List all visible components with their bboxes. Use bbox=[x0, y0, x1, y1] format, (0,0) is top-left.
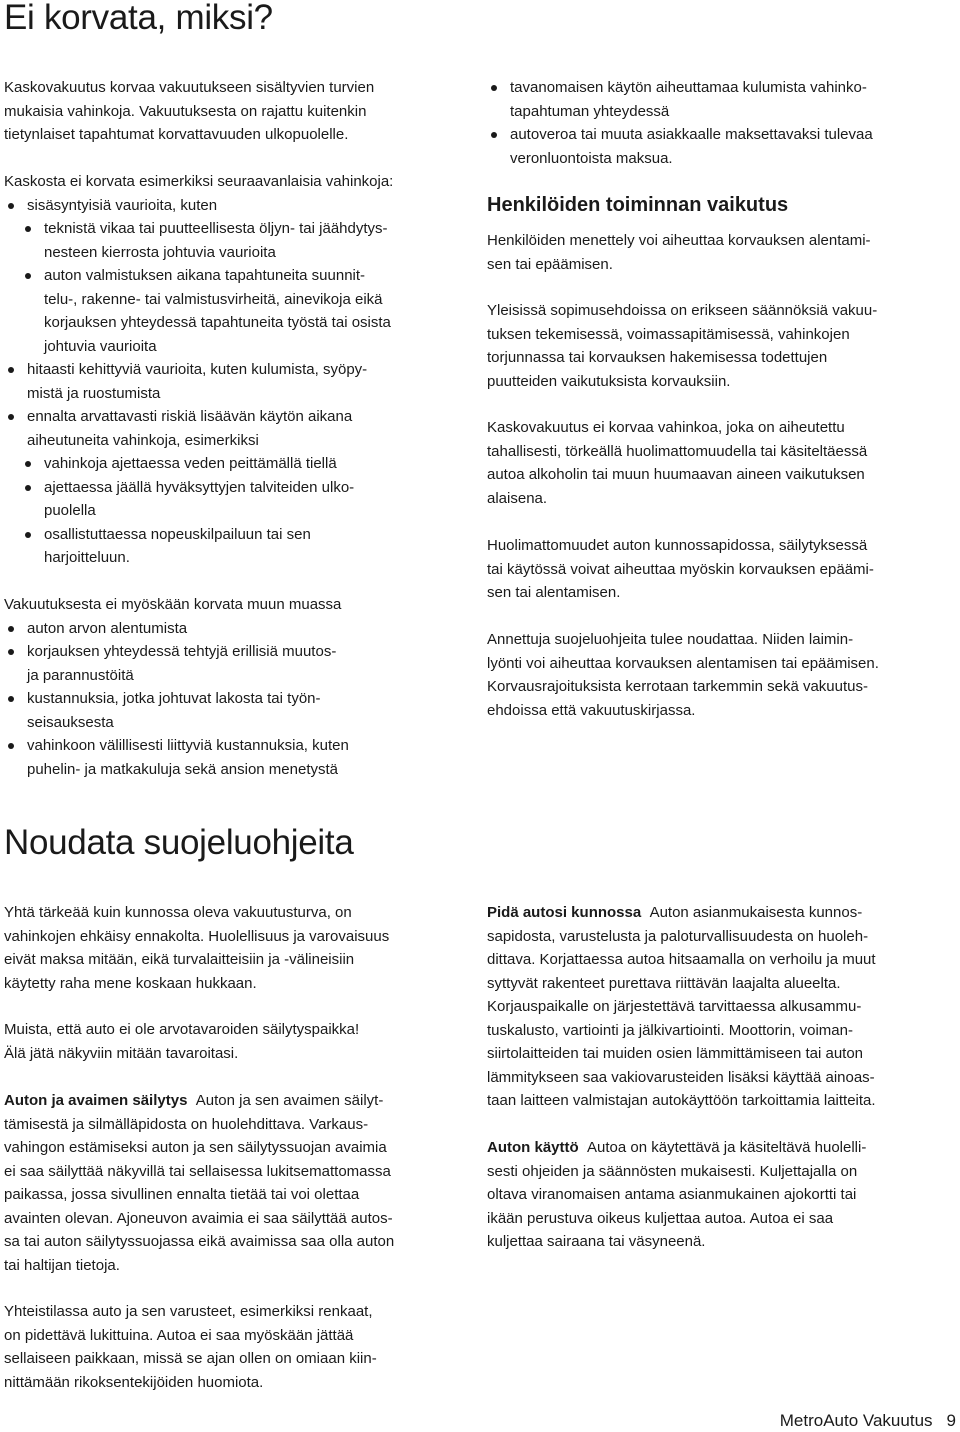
text-line: sesti ohjeiden ja säännösten mukaisesti. Kuljettajalla on bbox=[487, 1162, 858, 1180]
persons-section bbox=[487, 192, 942, 218]
text-line: avainten olevan. Ajoneuvon avaimia ei saa säilyttää autos- bbox=[4, 1209, 393, 1227]
text-line: lämmitykseen saa vakiovarusteiden lisäksi käyttää ainoas- bbox=[487, 1068, 875, 1086]
text-line: tämisestä ja silmälläpidosta on huolehdittava. Varkaus- bbox=[4, 1115, 369, 1133]
text-line: Muista, että auto ei ole arvotavaroiden säilytyspaikka! bbox=[4, 1021, 360, 1038]
text-line: Korvausrajoituksista kerrotaan tarkemmin sekä vakuutus- bbox=[487, 678, 868, 695]
text-line: tai käytössä voivat aiheuttaa myöskin korvauksen epäämi- bbox=[487, 560, 874, 578]
list-item: auton arvon alentumista bbox=[4, 617, 459, 641]
list-item: auton valmistuksen aikana tapahtuneita suunnit- telu-, rakenne- tai valmistusvirheitä, ainevikoja eikä korjauksen yhteydessä tapahtuneita työstä tai osista johtuvia vaurioita bbox=[4, 264, 459, 358]
text-line: Auton ja avaimen säilytys Auton ja sen avaimen säilyt- bbox=[4, 1092, 384, 1109]
text-line: tuskalusto, vartiointi ja jälkivartiointi. Moottorin, voiman- bbox=[487, 1021, 853, 1039]
text-line: puutteiden vaikutuksista korvauksiin. bbox=[487, 372, 731, 390]
section-heading: Henkilöiden toiminnan vaikutus bbox=[487, 194, 789, 216]
text-line: Auton käyttö Autoa on käytettävä ja käsiteltävä huolelli- bbox=[487, 1139, 867, 1156]
text-line: torjunnassa tai korvauksen hakemisessa todettujen bbox=[487, 349, 828, 366]
text-line: ehdoissa että vakuutuskirjassa. bbox=[487, 701, 696, 719]
exclusions-list-2 bbox=[4, 358, 459, 452]
text-line: Kaskovakuutus ei korvaa vahinkoa, joka on aiheutettu bbox=[487, 419, 845, 436]
text-line: alaisena. bbox=[487, 489, 548, 507]
text-line: Henkilöiden menettely voi aiheuttaa korvauksen alentami- bbox=[487, 232, 871, 249]
list-item: sisäsyntyisiä vaurioita, kuten bbox=[4, 194, 459, 218]
lead-in: Auton ja avaimen säilytys bbox=[4, 1092, 188, 1109]
text-line: tuksen tekemisessä, voimassapitämisessä, vahinkojen bbox=[487, 325, 850, 343]
text-line: vahinkojen ehkäisy ennakolta. Huolellisuus ja varovaisuus bbox=[4, 927, 390, 945]
text-line: sen tai epäämisen. bbox=[487, 255, 613, 273]
car-use-paragraph bbox=[487, 1136, 942, 1254]
text-line: kuljettaa sairaana tai väsyneenä. bbox=[487, 1233, 706, 1250]
text-line: Korjauspaikalle on järjestettävä tarvittaessa alkusammu- bbox=[487, 998, 862, 1015]
text-line: siirtolaitteiden tai muiden osien lämmittämiseen tai auton bbox=[487, 1045, 864, 1062]
list-item: tavanomaisen käytön aiheuttamaa kulumista vahinko- tapahtuman yhteydessä bbox=[487, 76, 942, 123]
list-intro: Kaskosta ei korvata esimerkiksi seuraavanlaisia vahinkoja: bbox=[4, 173, 394, 190]
persons-paragraph-4 bbox=[487, 534, 942, 605]
list-item: vahinkoon välillisesti liittyviä kustannuksia, kuten puhelin- ja matkakuluja sekä ansion menetystä bbox=[4, 734, 459, 781]
text-line: syttyvät rakenteet purettava riittävän laajalta alueelta. bbox=[487, 974, 841, 992]
text-line: Yhtä tärkeää kuin kunnossa oleva vakuutusturva, on bbox=[4, 904, 352, 921]
list-item: autoveroa tai muuta asiakkaalle maksettavaksi tulevaa veronluontoista maksua. bbox=[487, 123, 942, 170]
text-line: Yhteistilassa auto ja sen varusteet, esimerkiksi renkaat, bbox=[4, 1303, 373, 1320]
text-line: tahallisesti, törkeällä huolimattomuudella tai käsiteltäessä bbox=[487, 442, 868, 460]
text-line: oltava viranomaisen antama asianmukainen ajokortti tai bbox=[487, 1186, 857, 1203]
lead-in: Pidä autosi kunnossa bbox=[487, 904, 642, 921]
maintenance-paragraph bbox=[487, 901, 942, 1113]
section-title: Noudata suojeluohjeita bbox=[4, 823, 354, 862]
footer-brand: MetroAuto Vakuutus bbox=[779, 1411, 933, 1430]
text-line: sen tai alentamisen. bbox=[487, 584, 621, 601]
text-line: Kaskovakuutus korvaa vakuutukseen sisältyvien turvien bbox=[4, 79, 375, 96]
text-line: paikassa, jossa sivullinen ennalta tietää tai voi olettaa bbox=[4, 1186, 360, 1203]
page-number: 9 bbox=[946, 1411, 956, 1430]
text-line: vahingon estämiseksi auton ja sen säilytyssuojan avaimia bbox=[4, 1139, 387, 1156]
protection-paragraph-1 bbox=[4, 901, 459, 995]
continued-list bbox=[487, 76, 942, 170]
text-line: mukaisia vahinkoja. Vakuutuksesta on rajattu kuitenkin bbox=[4, 102, 367, 120]
car-key-storage-paragraph bbox=[4, 1089, 459, 1277]
text-line: sapidosta, varustelusta ja paloturvallisuudesta on huoleh- bbox=[487, 927, 869, 945]
exclusions-section bbox=[4, 170, 459, 570]
persons-paragraph-2 bbox=[487, 299, 942, 393]
text-line: käytetty raha mene koskaan hukkaan. bbox=[4, 974, 257, 992]
text-line: taan laitteen valmistajan autokäyttöön tarkoittamia laitteita. bbox=[487, 1092, 876, 1109]
list-item: kustannuksia, jotka johtuvat lakosta tai työn- seisauksesta bbox=[4, 687, 459, 734]
text-line: ei saa säilyttää näkyvillä tai sellaisessa lukitsemattomassa bbox=[4, 1162, 391, 1180]
protection-paragraph-2 bbox=[4, 1018, 459, 1065]
list-item: ajettaessa jäällä hyväksyttyjen talviteiden ulko- puolella bbox=[4, 476, 459, 523]
exclusions-list-continued bbox=[487, 76, 942, 170]
text-line: Yleisissä sopimusehdoissa on erikseen säännöksiä vakuu- bbox=[487, 302, 878, 319]
page-title: Ei korvata, miksi? bbox=[4, 0, 273, 37]
intro-paragraph bbox=[4, 76, 459, 147]
persons-paragraph-1 bbox=[487, 229, 942, 276]
exclusions-section-2 bbox=[4, 593, 459, 781]
exclusions-sublist-2 bbox=[4, 452, 459, 570]
text-line: sellaiseen paikkaan, missä se ajan ollen on omiaan kiin- bbox=[4, 1350, 377, 1367]
exclusions-sublist bbox=[4, 217, 459, 358]
text-line: lyönti voi aiheuttaa korvauksen alentamisen tai epäämisen. bbox=[487, 654, 879, 672]
exclusions-list bbox=[4, 194, 459, 218]
text-line: dittava. Korjattaessa autoa hitsaamalla on verhoilu ja muut bbox=[487, 951, 876, 968]
text-line: Annettuja suojeluohjeita tulee noudattaa. Niiden laimin- bbox=[487, 631, 854, 648]
list-intro: Vakuutuksesta ei myöskään korvata muun muassa bbox=[4, 596, 342, 613]
text-line: sa tai auton säilytyssuojassa eikä avaimissa saa olla auton bbox=[4, 1233, 395, 1250]
list-item: osallistuttaessa nopeuskilpailuun tai sen harjoitteluun. bbox=[4, 523, 459, 570]
text-line: autoa alkoholin tai muun huumaavan aineen vaikutuksen bbox=[487, 466, 865, 483]
list-item: hitaasti kehittyviä vaurioita, kuten kulumista, syöpy- mistä ja ruostumista bbox=[4, 358, 459, 405]
list-item: ennalta arvattavasti riskiä lisäävän käytön aikana aiheutuneita vahinkoja, esimerkiksi bbox=[4, 405, 459, 452]
text-line: tietynlaiset tapahtumat korvattavuuden ulkopuolelle. bbox=[4, 126, 349, 143]
text-line: Huolimattomuudet auton kunnossapidossa, säilytyksessä bbox=[487, 537, 868, 554]
text-line: Älä jätä näkyviin mitään tavaroitasi. bbox=[4, 1044, 239, 1062]
list-item: vahinkoja ajettaessa veden peittämällä tiellä bbox=[4, 452, 459, 476]
list-item: korjauksen yhteydessä tehtyjä erillisiä muutos- ja parannustöitä bbox=[4, 640, 459, 687]
lead-in: Auton käyttö bbox=[487, 1139, 579, 1156]
exclusions-list-3 bbox=[4, 617, 459, 782]
shared-space-paragraph bbox=[4, 1300, 459, 1394]
text-line: Pidä autosi kunnossa Auton asianmukaisesta kunnos- bbox=[487, 904, 863, 921]
persons-paragraph-5 bbox=[487, 628, 942, 722]
persons-paragraph-3 bbox=[487, 416, 942, 510]
list-item: teknistä vikaa tai puutteellisesta öljyn- tai jäähdytys- nesteen kierrosta johtuvia vaurioita bbox=[4, 217, 459, 264]
text-line: ikään perustuva oikeus kuljettaa autoa. Autoa ei saa bbox=[487, 1209, 834, 1227]
text-line: eivät maksa mitään, eikä turvalaitteisiin ja -välineisiin bbox=[4, 951, 355, 968]
text-line: nittämään rikoksentekijöiden huomiota. bbox=[4, 1373, 264, 1391]
text-line: on pidettävä lukittuina. Autoa ei saa myöskään jättää bbox=[4, 1326, 354, 1344]
text-line: tai haltijan tietoja. bbox=[4, 1256, 120, 1274]
